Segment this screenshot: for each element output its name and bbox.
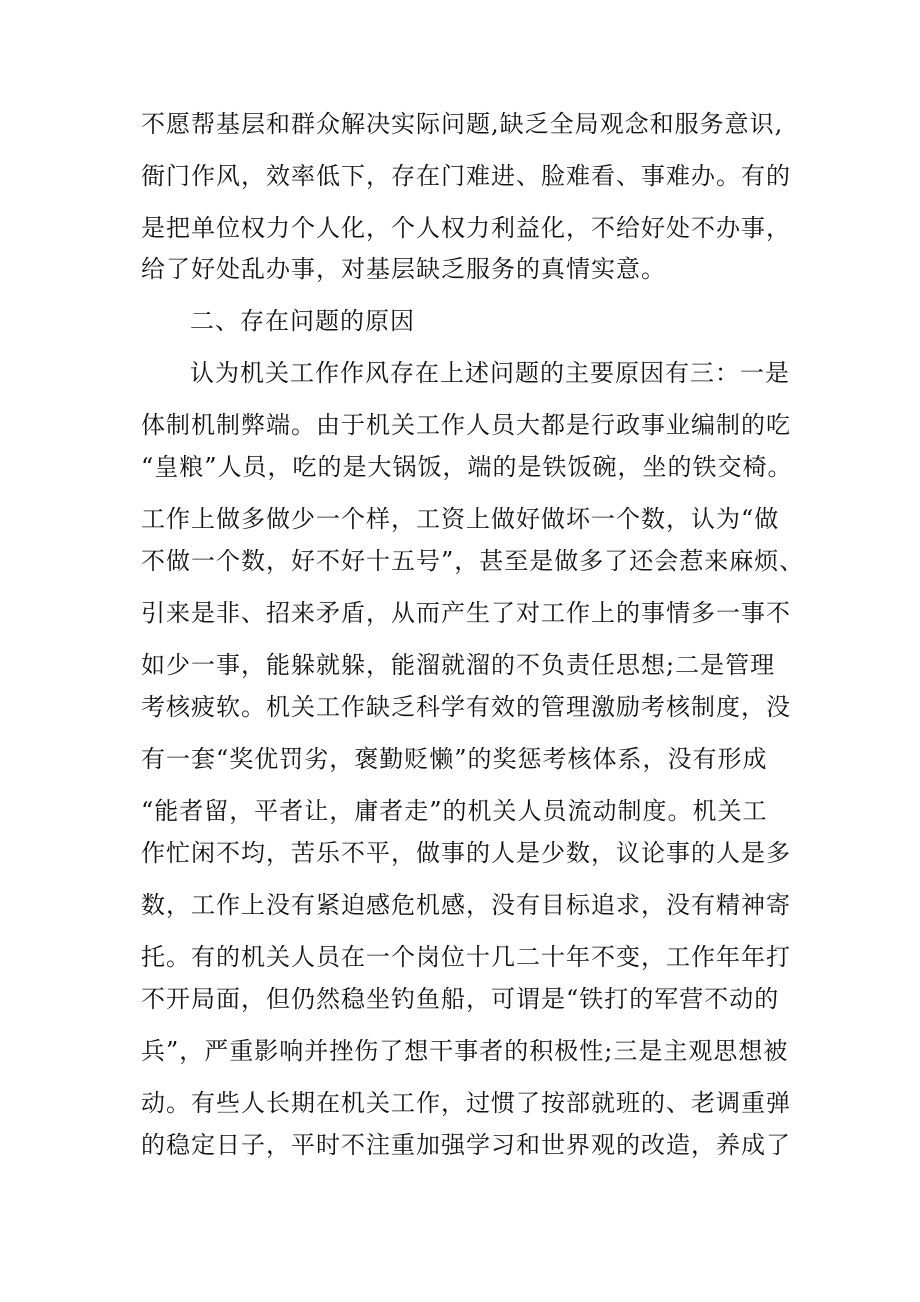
text-line: 数，工作上没有紧迫感危机感，没有目标追求，没有精神寄	[141, 891, 791, 919]
text-line: “皇粮”人员，吃的是大锅饭，端的是铁饭碗，坐的铁交椅。	[141, 453, 793, 481]
text-line: 给了好处乱办事，对基层缺乏服务的真情实意。	[141, 255, 666, 283]
text-line: 如少一事，能躲就躲，能溜就溜的不负责任思想;二是管理	[141, 651, 776, 679]
text-line: 考核疲软。机关工作缺乏科学有效的管理激励考核制度，没	[141, 693, 791, 721]
text-line: 动。有些人长期在机关工作，过惯了按部就班的、老调重弹	[141, 1089, 791, 1117]
text-line: 不开局面，但仍然稳坐钓鱼船，可谓是“铁打的军营不动的	[141, 985, 780, 1013]
text-line: 衙门作风，效率低下，存在门难进、脸难看、事难办。有的	[141, 162, 791, 190]
text-line: 引来是非、招来矛盾，从而产生了对工作上的事情多一事不	[141, 599, 791, 627]
text-line: 作忙闲不均，苦乐不平，做事的人是少数，议论事的人是多	[141, 839, 791, 867]
text-line: 不做一个数，好不好十五号”，甚至是做多了还会惹来麻烦、	[141, 547, 805, 575]
text-line: 兵”，严重影响并挫伤了想干事者的积极性;三是主观思想被	[141, 1037, 789, 1065]
text-line: 认为机关工作作风存在上述问题的主要原因有三：一是	[190, 359, 790, 387]
text-line: “能者留，平者让，庸者走”的机关人员流动制度。机关工	[141, 797, 768, 825]
text-line: 体制机制弊端。由于机关工作人员大都是行政事业编制的吃	[141, 411, 791, 439]
text-line: 工作上做多做少一个样，工资上做好做坏一个数，认为“做	[141, 505, 780, 533]
text-line: 的稳定日子，平时不注重加强学习和世界观的改造，养成了	[141, 1131, 791, 1159]
text-line: 是把单位权力个人化，个人权力利益化，不给好处不办事，	[141, 214, 791, 242]
text-line: 有一套“奖优罚劣，褒勤贬懒”的奖惩考核体系，没有形成	[141, 745, 768, 773]
section-heading: 二、存在问题的原因	[190, 307, 415, 335]
text-line: 托。有的机关人员在一个岗位十几二十年不变，工作年年打	[141, 943, 791, 971]
text-line: 不愿帮基层和群众解决实际问题,缺乏全局观念和服务意识,	[141, 110, 784, 138]
